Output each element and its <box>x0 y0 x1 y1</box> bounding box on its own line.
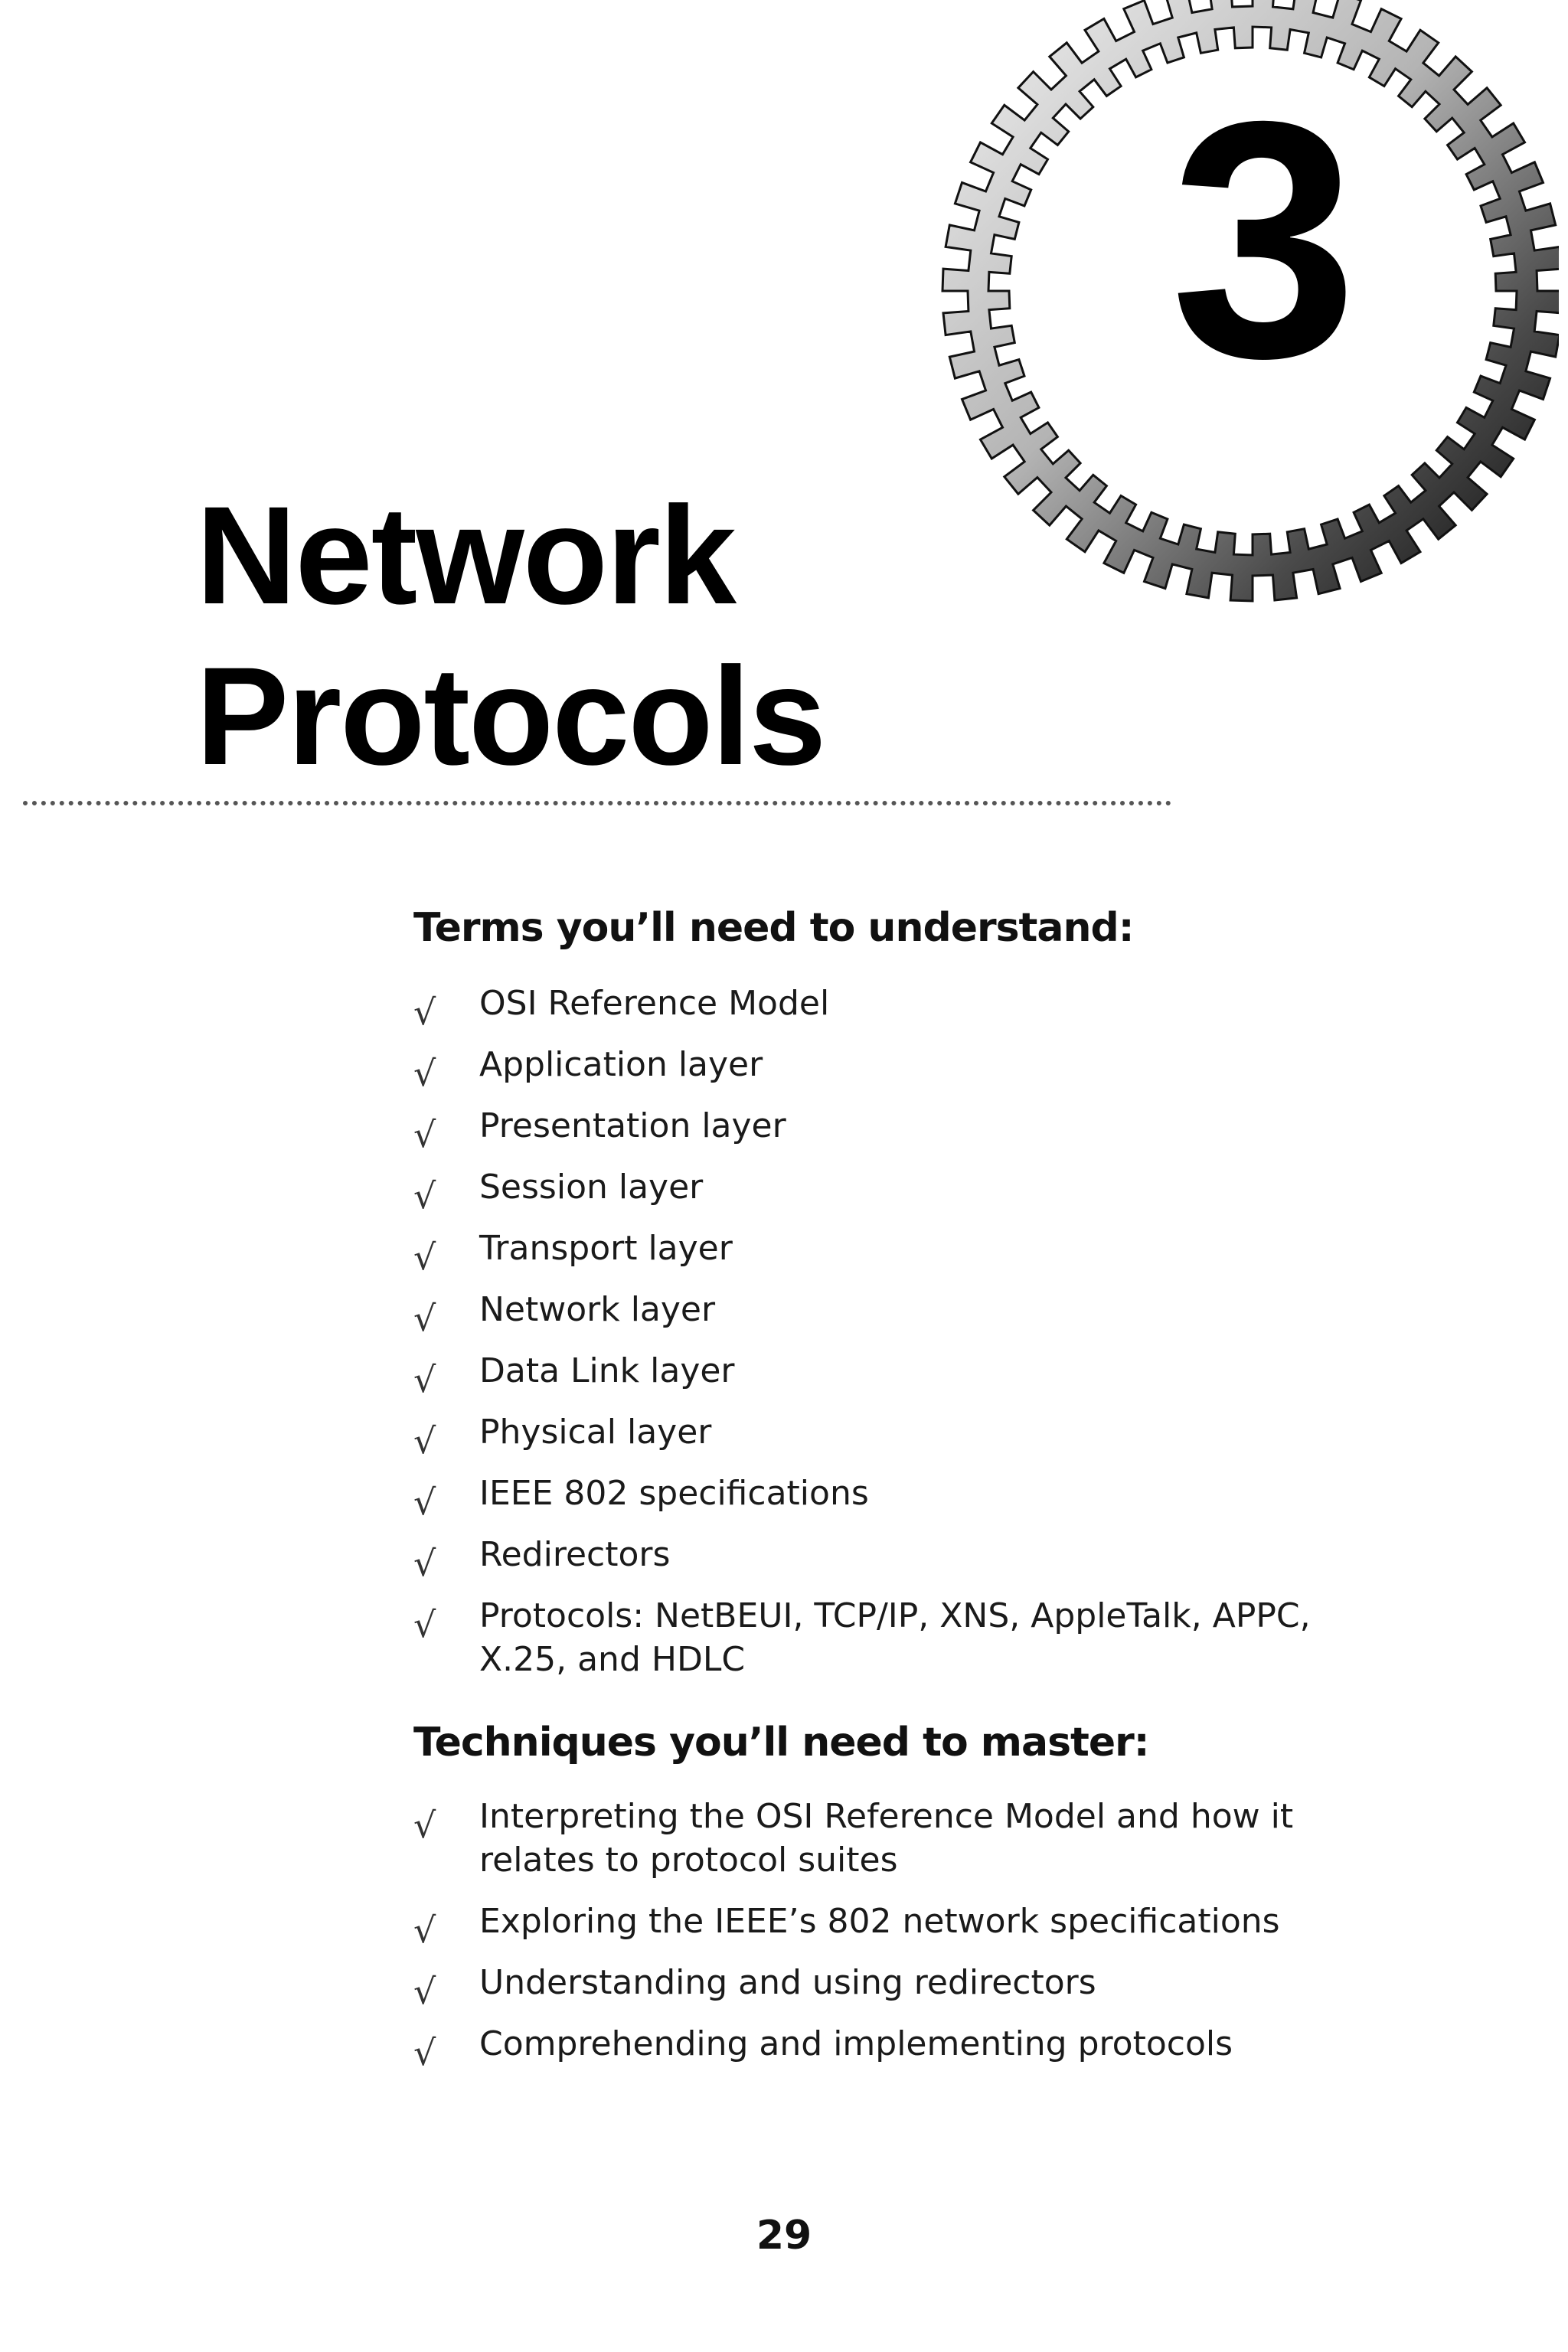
checkmark-icon: √ <box>413 1236 436 1278</box>
checkmark-icon: √ <box>413 991 436 1033</box>
checkmark-icon: √ <box>413 1481 436 1523</box>
list-item <box>413 1165 1348 1217</box>
list-item-text: Interpreting the OSI Reference Model and how it relates to protocol suites <box>479 1797 1294 1880</box>
techniques-heading: Techniques you’ll need to master: <box>413 1720 1149 1766</box>
list-item <box>413 1795 1348 1882</box>
dotted-divider <box>23 801 1171 805</box>
list-item <box>413 1472 1348 1523</box>
checkmark-icon: √ <box>413 1604 436 1645</box>
list-item-text: Comprehending and implementing protocols <box>479 2024 1233 2063</box>
list-item <box>413 1104 1348 1155</box>
terms-list <box>413 982 1348 1699</box>
list-item-text: Application layer <box>479 1045 763 1084</box>
list-item-text: Understanding and using redirectors <box>479 1963 1096 2002</box>
list-item <box>413 2022 1348 2073</box>
techniques-list <box>413 1795 1348 2083</box>
list-item-text: Session layer <box>479 1168 704 1207</box>
list-item-text: OSI Reference Model <box>479 984 830 1023</box>
chapter-number: 3 <box>1170 52 1358 428</box>
checkmark-icon: √ <box>413 1053 436 1094</box>
checkmark-icon: √ <box>413 1909 436 1951</box>
list-item <box>413 1349 1348 1400</box>
list-item-text: Protocols: NetBEUI, TCP/IP, XNS, AppleTalk, APPC, X.25, and HDLC <box>479 1596 1311 1679</box>
list-item <box>413 1410 1348 1462</box>
list-item-text: Physical layer <box>479 1413 712 1452</box>
list-item <box>413 1594 1348 1681</box>
list-item-text: Data Link layer <box>479 1351 735 1390</box>
list-item-text: Redirectors <box>479 1535 671 1574</box>
checkmark-icon: √ <box>413 1175 436 1217</box>
chapter-title <box>196 475 825 796</box>
terms-heading: Terms you’ll need to understand: <box>413 905 1134 951</box>
list-item-text: Network layer <box>479 1290 716 1329</box>
page-number: 29 <box>756 2213 812 2259</box>
checkmark-icon: √ <box>413 1543 436 1584</box>
list-item <box>413 1043 1348 1094</box>
checkmark-icon: √ <box>413 1971 436 2012</box>
list-item <box>413 982 1348 1033</box>
list-item-text: Exploring the IEEE’s 802 network specifications <box>479 1902 1280 1941</box>
checkmark-icon: √ <box>413 1805 436 1846</box>
chapter-title-line-1: Network <box>196 477 736 633</box>
list-item <box>413 1961 1348 2012</box>
chapter-number-badge <box>916 0 1559 628</box>
chapter-title-line-2: Protocols <box>196 638 825 794</box>
list-item <box>413 1900 1348 1951</box>
checkmark-icon: √ <box>413 1359 436 1400</box>
list-item <box>413 1227 1348 1278</box>
list-item <box>413 1533 1348 1584</box>
checkmark-icon: √ <box>413 1420 436 1462</box>
list-item-text: Transport layer <box>479 1229 733 1268</box>
checkmark-icon: √ <box>413 1298 436 1339</box>
list-item <box>413 1288 1348 1339</box>
list-item-text: IEEE 802 specifications <box>479 1474 869 1513</box>
checkmark-icon: √ <box>413 1114 436 1155</box>
list-item-text: Presentation layer <box>479 1106 786 1145</box>
checkmark-icon: √ <box>413 2032 436 2073</box>
